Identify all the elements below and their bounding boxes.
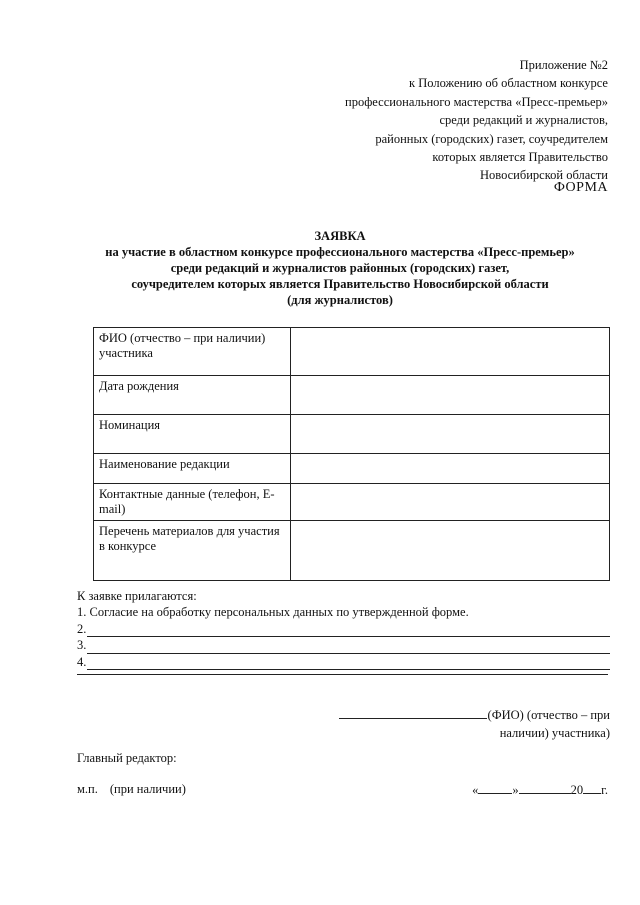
title-line: среди редакций и журналистов районных (городских) газет, <box>170 261 510 275</box>
appendix-header <box>288 56 608 185</box>
attachment-number: 4. <box>77 654 87 669</box>
table-row <box>94 376 610 415</box>
row-value-full-name[interactable] <box>291 328 610 376</box>
year-blank[interactable] <box>583 782 601 794</box>
row-label-full-name: ФИО (отчество – при наличии) участника <box>94 328 291 376</box>
table-row <box>94 454 610 484</box>
appendix-line: районных (городских) газет, соучредителем <box>375 131 608 146</box>
row-value-birth-date[interactable] <box>291 376 610 415</box>
appendix-line: Новосибирской области <box>479 168 608 183</box>
appendix-line: профессионального мастерства «Пресс-премьер» <box>345 94 608 109</box>
attachments-section <box>77 588 610 670</box>
blank-underline[interactable] <box>87 624 610 637</box>
table-row <box>94 328 610 376</box>
chief-editor-label: Главный редактор: <box>77 751 177 765</box>
attachments-heading: К заявке прилагаются: <box>77 589 197 603</box>
title-line: на участие в областном конкурсе профессионального мастерства «Пресс-премьер» <box>105 245 575 259</box>
signature-caption: наличии) участника) <box>499 726 610 740</box>
row-label-editorial-name: Наименование редакции <box>94 454 291 484</box>
row-value-nomination[interactable] <box>291 415 610 454</box>
stamp-place <box>77 782 186 797</box>
date-open-quote: « <box>472 783 479 797</box>
row-value-editorial-name[interactable] <box>291 454 610 484</box>
attachment-blank-line <box>77 621 610 637</box>
signature-blank[interactable] <box>339 706 487 719</box>
date-close-quote: » <box>512 783 519 797</box>
participant-signature <box>339 706 610 742</box>
blank-underline[interactable] <box>87 657 610 670</box>
appendix-line: среди редакций и журналистов, <box>439 113 608 128</box>
attachment-item: 1. Согласие на обработку персональных данных по утвержденной форме. <box>77 605 469 620</box>
title-line: (для журналистов) <box>287 293 393 307</box>
row-value-materials[interactable] <box>291 521 610 581</box>
appendix-line: к Положению об областном конкурсе <box>409 76 608 91</box>
year-prefix: 20 <box>570 783 584 797</box>
title-line: соучредителем которых является Правительство Новосибирской области <box>131 277 549 291</box>
attachment-blank-line <box>77 654 610 670</box>
application-table <box>93 327 610 581</box>
title-line: ЗАЯВКА <box>314 229 366 243</box>
appendix-line: которых является Правительство <box>432 150 608 165</box>
row-label-nomination: Номинация <box>94 415 291 454</box>
row-label-birth-date: Дата рождения <box>94 376 291 415</box>
appendix-line: Приложение №2 <box>519 58 608 72</box>
document-title <box>60 228 620 308</box>
row-label-contacts: Контактные данные (телефон, E-mail) <box>94 484 291 521</box>
row-label-materials: Перечень материалов для участия в конкурсе <box>94 521 291 581</box>
day-blank[interactable] <box>478 782 512 794</box>
form-label: ФОРМА <box>553 180 608 195</box>
row-value-contacts[interactable] <box>291 484 610 521</box>
stamp-note: (при наличии) <box>109 782 186 796</box>
month-blank[interactable] <box>519 782 571 794</box>
year-suffix: г. <box>601 783 608 797</box>
blank-underline[interactable] <box>87 641 610 654</box>
attachment-blank-line <box>77 637 610 653</box>
attachment-number: 3. <box>77 638 87 653</box>
stamp-abbrev: м.п. <box>77 782 98 796</box>
table-row <box>94 521 610 581</box>
table-row <box>94 484 610 521</box>
table-row <box>94 415 610 454</box>
signature-caption: (ФИО) (отчество – при <box>487 708 610 722</box>
attachment-number: 2. <box>77 621 87 636</box>
date-field <box>472 782 608 798</box>
divider <box>77 674 608 675</box>
